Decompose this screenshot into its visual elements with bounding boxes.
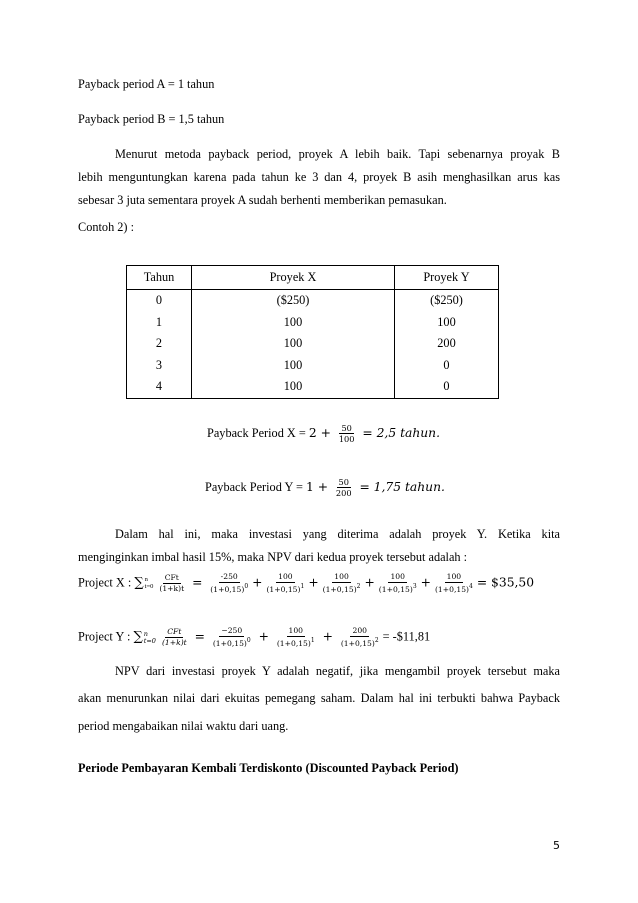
- npv-x-term-3: [377, 573, 419, 594]
- sum-upper: n: [143, 629, 148, 638]
- fraction-denominator: 100: [338, 434, 355, 445]
- npv-x-term-2: [321, 573, 363, 594]
- payback-formula-y: [205, 478, 445, 499]
- npv-y-label: Project Y :: [78, 629, 134, 644]
- fraction-denominator: $(1+0,15)^3$: [378, 582, 417, 594]
- table-cell: 100: [192, 312, 395, 334]
- paragraph-1-line: Menurut metoda payback period, proyek A lebih baik. Tapi sebenarnya proyak B: [115, 147, 560, 161]
- sigma-symbol: ∑: [133, 629, 143, 645]
- fraction-numerator: CFt: [164, 573, 179, 582]
- fraction-denominator: $(1+0,15)^2$: [340, 636, 379, 648]
- table-cell: 100: [395, 312, 499, 334]
- table-cell: 0: [395, 355, 499, 377]
- npv-y-result: = -$11,81: [382, 629, 431, 644]
- table-header-proyek-y: Proyek Y: [395, 266, 499, 290]
- paragraph-2: [78, 527, 560, 573]
- fraction-numerator: 100: [288, 626, 303, 635]
- table-cell: 0: [127, 290, 192, 312]
- paragraph-1: [78, 147, 560, 216]
- formula-x-lead: 2 +: [308, 426, 335, 441]
- fraction-numerator: 200: [352, 626, 367, 635]
- npv-x-label: Project X :: [78, 575, 135, 590]
- table-cell: ($250): [192, 290, 395, 312]
- section-heading: Periode Pembayaran Kembali Terdiskonto (Discounted Payback Period): [78, 761, 459, 775]
- formula-x-result: = 2,5 tahun.: [358, 426, 441, 441]
- fraction-denominator: (1+k)t: [161, 637, 187, 647]
- paragraph-3-line: NPV dari investasi proyek Y adalah negatif, jika mengambil proyek tersebut maka: [115, 664, 560, 678]
- table-header-tahun: Tahun: [127, 266, 192, 290]
- sum-lower: t=0: [144, 582, 154, 590]
- fraction-numerator: 100: [390, 572, 405, 581]
- npv-x-term-1: [264, 573, 306, 594]
- table-cell: 100: [192, 333, 395, 355]
- page-number: 5: [553, 839, 560, 852]
- table-row: [127, 312, 499, 334]
- table-row: [127, 290, 499, 312]
- npv-y-general-term: [160, 628, 189, 647]
- formula-y-label: Payback Period Y =: [205, 480, 306, 495]
- table-cell: 4: [127, 376, 192, 398]
- formula-y-fraction: [334, 478, 354, 499]
- payback-formula-x: [207, 424, 440, 445]
- project-cashflow-table: [126, 265, 499, 399]
- formula-x-fraction: [337, 424, 357, 445]
- fraction-denominator: $(1+0,15)^4$: [434, 582, 473, 594]
- fraction-numerator: 50: [338, 477, 349, 487]
- fraction-denominator: $(1+0,15)^1$: [266, 582, 305, 594]
- paragraph-3-line: period mengabaikan nilai waktu dari uang.: [78, 719, 289, 733]
- npv-x-term-4: [433, 573, 475, 594]
- table-cell: 100: [192, 376, 395, 398]
- table-cell: 0: [395, 376, 499, 398]
- fraction-denominator: $(1+0,15)^0$: [210, 582, 249, 594]
- table-cell: 1: [127, 312, 192, 334]
- sum-lower: t=0: [143, 636, 156, 645]
- fraction-denominator: $(1+0,15)^0$: [212, 636, 251, 648]
- formula-y-result: = 1,75 tahun.: [355, 480, 445, 495]
- sum-limits: [144, 631, 156, 645]
- table-cell: 200: [395, 333, 499, 355]
- fraction-numerator: 50: [341, 423, 352, 433]
- npv-y-term-1: [275, 627, 317, 648]
- paragraph-1-line: sebesar 3 juta sementara proyek A sudah berhenti memberikan pemasukan.: [78, 193, 447, 207]
- fraction-numerator: -250: [220, 572, 238, 581]
- formula-x-label: Payback Period X =: [207, 426, 309, 441]
- fraction-denominator: $(1+0,15)^1$: [276, 636, 315, 648]
- paragraph-3-line: akan menurunkan nilai dari ekuitas pemegang saham. Dalam hal ini terbukti bahwa Payback: [78, 691, 560, 705]
- table-cell: 2: [127, 333, 192, 355]
- npv-x-general-term: [157, 574, 186, 593]
- table-cell: 3: [127, 355, 192, 377]
- paragraph-1-line: lebih menguntungkan karena pada tahun ke 3 dan 4, proyek B asih menghasilkan arus kas: [78, 170, 560, 184]
- npv-formula-x: Project X : ∑ n t=0 $\frac{\text{CFt}}{(1+k)t}$ = $\frac{-250}{(1+0,15)^0}$ + $\frac{100}{(1+0,15)^1}$ + $\frac{100}{(1+0,15)^2}$ + $\frac{100}{(1+0,15)^3}$ + $\frac{100}{(1+0,15)^4}$ = $35,50: [78, 572, 535, 594]
- npv-y-term-2: [339, 627, 381, 648]
- payback-b-line: Payback period B = 1,5 tahun: [78, 112, 225, 126]
- table-cell: 100: [192, 355, 395, 377]
- paragraph-2-line: menginginkan imbal hasil 15%, maka NPV dari kedua proyek tersebut adalah :: [78, 550, 468, 564]
- table-header-row: [127, 266, 499, 290]
- fraction-numerator: 100: [446, 572, 462, 581]
- formula-y-lead: 1 +: [305, 480, 332, 495]
- npv-y-term-0: [211, 627, 253, 648]
- npv-x-result: = $35,50: [476, 575, 535, 590]
- table-row: [127, 333, 499, 355]
- table-row: [127, 376, 499, 398]
- payback-a-line: Payback period A = 1 tahun: [78, 77, 215, 91]
- fraction-numerator: 100: [278, 572, 293, 581]
- example-label: Contoh 2) :: [78, 220, 135, 234]
- paragraph-2-line: Dalam hal ini, maka investasi yang diterima adalah proyek Y. Ketika kita: [115, 527, 560, 541]
- sigma-symbol: ∑: [134, 575, 144, 591]
- sum-limits: [145, 577, 154, 591]
- fraction-numerator: 100: [334, 572, 349, 581]
- fraction-denominator: (1+k)t: [159, 583, 185, 593]
- table-cell: ($250): [395, 290, 499, 312]
- fraction-denominator: $(1+0,15)^2$: [322, 582, 361, 594]
- table-row: [127, 355, 499, 377]
- npv-x-term-0: [208, 573, 250, 594]
- sum-upper: n: [144, 575, 148, 583]
- fraction-denominator: 200: [335, 488, 352, 499]
- paragraph-3: [78, 664, 560, 742]
- fraction-numerator: CFt: [167, 627, 182, 636]
- fraction-numerator: −250: [221, 626, 243, 635]
- npv-formula-y: Project Y : ∑ n t=0 $\frac{\text{CFt}}{(1+k)t}$ = $\frac{-250}{(1+0,15)^0}$ + $\frac{100}{(1+0,15)^1}$ + $\frac{200}{(1+0,15)^2}$ = -$11,81: [78, 626, 431, 648]
- table-header-proyek-x: Proyek X: [192, 266, 395, 290]
